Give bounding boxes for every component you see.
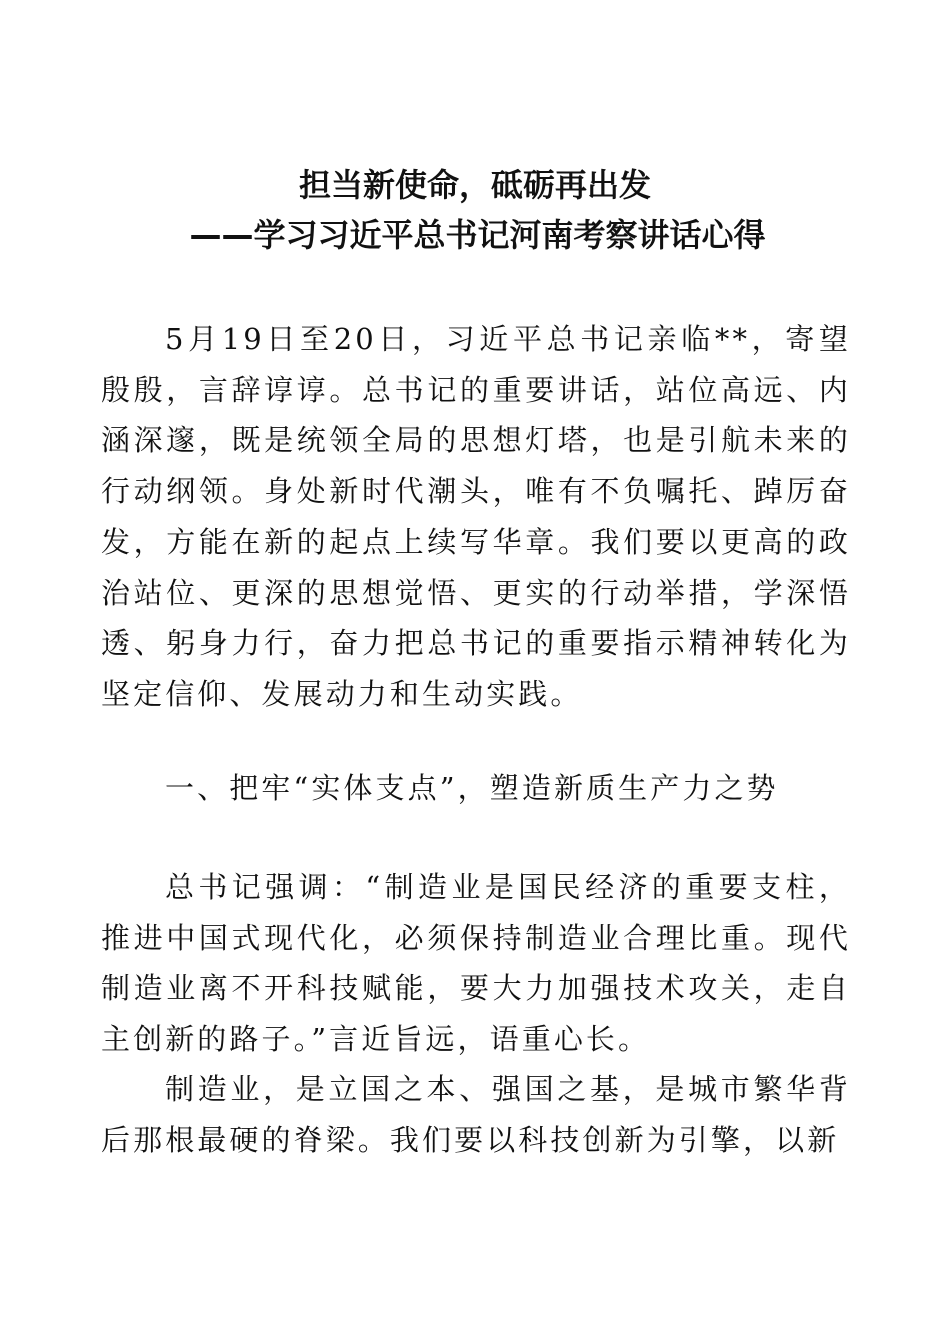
document-title: 担当新使命，砥砺再出发	[298, 166, 651, 204]
quote-paragraph: 总书记强调：“制造业是国民经济的重要支柱，推进中国式现代化，必须保持制造业合理比重。现代制造业离不开科技赋能，要大力加强技术攻关，走自主创新的路子。”言近旨远，语重心长。	[101, 870, 851, 1057]
section-heading: 一、把牢“实体支点”，塑造新质生产力之势	[165, 771, 779, 805]
intro-paragraph: 5月19日至20日，习近平总书记亲临**，寄望殷殷，言辞谆谆。总书记的重要讲话，站位高远、内涵深邃，既是统领全局的思想灯塔，也是引航未来的行动纲领。身处新时代潮头，唯有不负嘱托、踔厉奋发，方能在新的起点上续写华章。我们要以更高的政治站位、更深的思想觉悟、更实的行动举措，学深悟透、躬身力行，奋力把总书记的重要指示精神转化为坚定信仰、发展动力和生动实践。	[101, 322, 851, 711]
body-paragraph: 制造业，是立国之本、强国之基，是城市繁华背后那根最硬的脊梁。我们要以科技创新为引擎，以新	[101, 1072, 851, 1157]
title-block	[0, 160, 950, 260]
document-subtitle: ——学习习近平总书记河南考察讲话心得	[189, 216, 766, 254]
